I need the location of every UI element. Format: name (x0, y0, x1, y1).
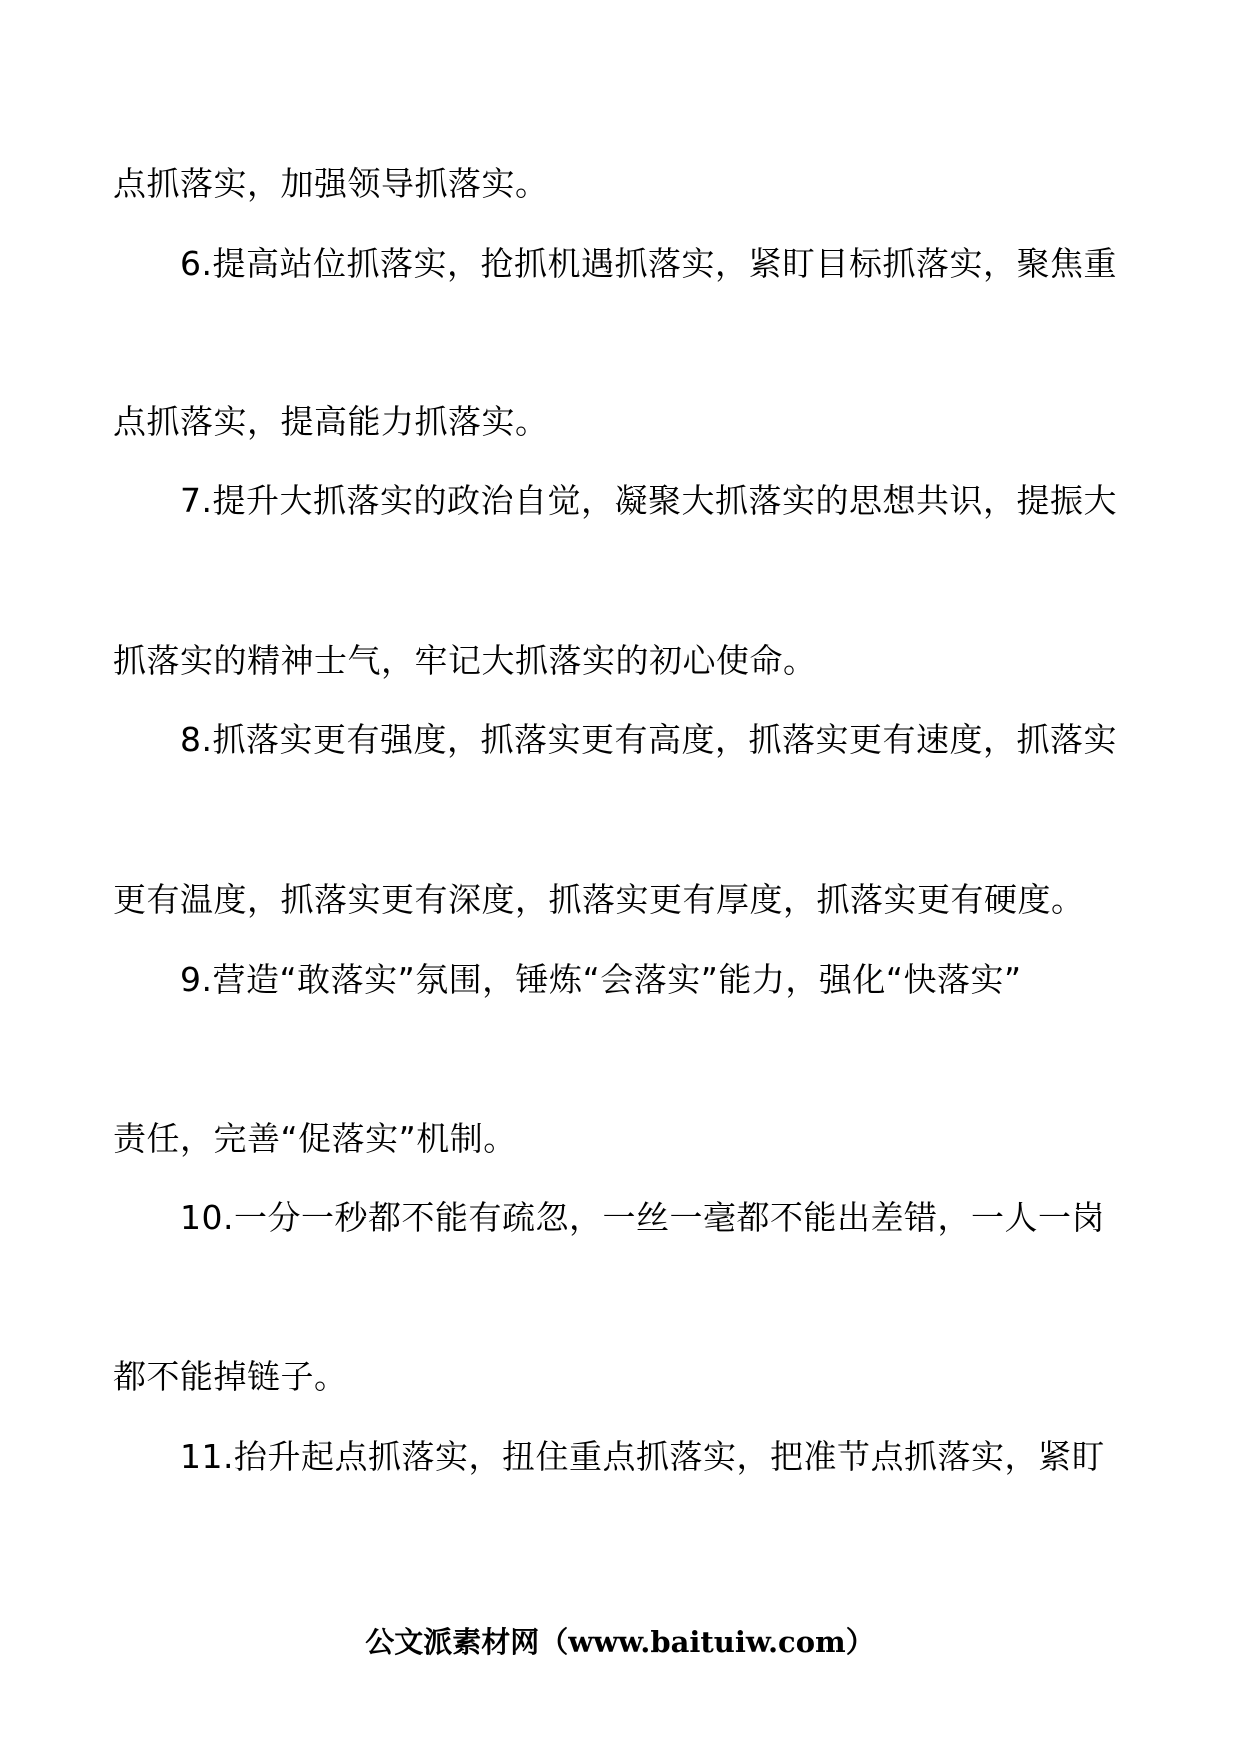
paragraph-line: 8.抓落实更有强度，抓落实更有高度，抓落实更有速度，抓落实 (180, 720, 1117, 759)
paragraph-line: 7.提升大抓落实的政治自觉，凝聚大抓落实的思想共识，提振大 (180, 481, 1117, 520)
paragraph-line: 11.抬升起点抓落实，扭住重点抓落实，把准节点抓落实，紧盯 (180, 1437, 1105, 1476)
paragraph-line: 抓落实的精神士气，牢记大抓落实的初心使命。 (113, 641, 817, 680)
paragraph-line: 点抓落实，提高能力抓落实。 (113, 402, 549, 441)
paragraph-line: 责任，完善“促落实”机制。 (113, 1119, 517, 1158)
paragraph-line: 都不能掉链子。 (113, 1357, 348, 1396)
paragraph-line: 点抓落实，加强领导抓落实。 (113, 164, 549, 203)
footer-watermark-text: 公文派素材网（www.baituiw.com） (365, 1625, 875, 1659)
paragraph-line: 更有温度，抓落实更有深度，抓落实更有厚度，抓落实更有硬度。 (113, 880, 1085, 919)
paragraph-line: 9.营造“敢落实”氛围，锤炼“会落实”能力，强化“快落实” (180, 960, 1022, 999)
paragraph-line: 10.一分一秒都不能有疏忽，一丝一毫都不能出差错，一人一岗 (180, 1198, 1105, 1237)
paragraph-line: 6.提高站位抓落实，抢抓机遇抓落实，紧盯目标抓落实，聚焦重 (180, 244, 1117, 283)
